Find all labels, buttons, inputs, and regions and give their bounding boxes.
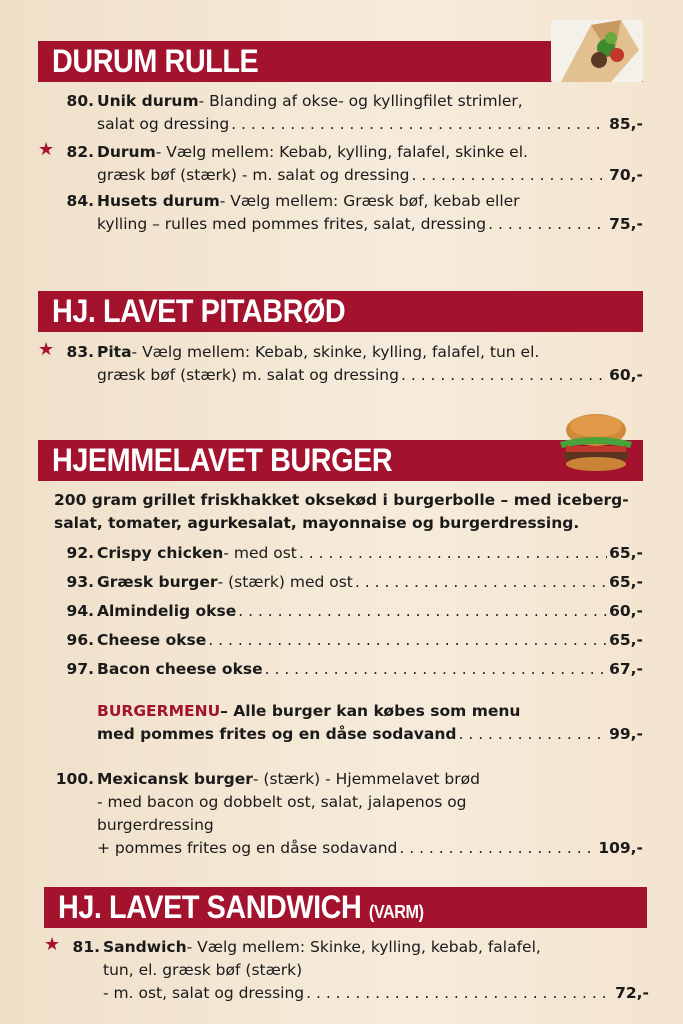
item-price: 72,- xyxy=(615,984,649,1002)
leader-dots xyxy=(355,571,607,594)
item-description: - med bacon og dobbelt ost, salat, jalapenos og xyxy=(97,793,467,811)
item-number: 97. xyxy=(66,660,94,678)
item-description: - (stærk) - Hjemmelavet brød xyxy=(252,770,480,788)
item-price: 70,- xyxy=(609,166,643,184)
item-price: 60,- xyxy=(609,366,643,384)
star-icon: ★ xyxy=(44,934,61,955)
star-icon: ★ xyxy=(38,339,55,360)
item-price: 85,- xyxy=(609,115,643,133)
section-title: HJ. LAVET SANDWICH xyxy=(58,889,362,925)
burger-photo xyxy=(554,408,638,474)
item-price: 65,- xyxy=(609,631,643,649)
leader-dots xyxy=(458,723,607,746)
item-number: 93. xyxy=(66,573,94,591)
section-title: HJ. LAVET PITABRØD xyxy=(52,293,346,329)
leader-dots xyxy=(488,213,607,236)
item-price: 65,- xyxy=(609,573,643,591)
offer-text: med pommes frites og en dåse sodavand xyxy=(97,725,457,743)
item-name: Cheese okse xyxy=(97,631,207,649)
item-description: - m. ost, salat og dressing xyxy=(103,984,305,1002)
section-header-burger xyxy=(38,440,643,481)
item-price: 60,- xyxy=(609,602,643,620)
item-number: 96. xyxy=(66,631,94,649)
item-number: 81. xyxy=(72,938,100,956)
description-line: 200 gram grillet friskhakket oksekød i burgerbolle – med iceberg- xyxy=(54,491,629,509)
item-name: Almindelig okse xyxy=(97,602,237,620)
item-number: 80. xyxy=(66,92,94,110)
leader-dots xyxy=(412,164,608,187)
item-name: Unik durum xyxy=(97,92,199,110)
item-price: 75,- xyxy=(609,215,643,233)
offer-text: – Alle burger kan købes som menu xyxy=(220,702,521,720)
item-description: - Blanding af okse- og kyllingfilet strimler, xyxy=(198,92,523,110)
item-name: Durum xyxy=(97,143,156,161)
section-title-note: (VARM) xyxy=(368,902,424,922)
item-description: - Vælg mellem: Kebab, kylling, falafel, skinke el. xyxy=(155,143,528,161)
burgermenu-label: BURGERMENU xyxy=(97,702,221,720)
leader-dots xyxy=(401,364,607,387)
section-title: DURUM RULLE xyxy=(52,43,259,79)
item-description: burgerdressing xyxy=(97,816,214,834)
durum-photo xyxy=(551,20,643,82)
star-icon: ★ xyxy=(38,139,55,160)
item-name: Mexicansk burger xyxy=(97,770,253,788)
section-header-pita xyxy=(38,291,643,332)
leader-dots xyxy=(208,629,607,652)
burger-description xyxy=(54,489,654,535)
item-description: græsk bøf (stærk) - m. salat og dressing xyxy=(97,166,410,184)
item-description: kylling – rulles med pommes frites, salat, dressing xyxy=(97,215,487,233)
leader-dots xyxy=(399,837,596,860)
item-number: 82. xyxy=(66,143,94,161)
item-number: 83. xyxy=(66,343,94,361)
section-title: HJEMMELAVET BURGER xyxy=(52,442,393,478)
description-line: salat, tomater, agurkesalat, mayonnaise og burgerdressing. xyxy=(54,514,580,532)
item-price: 65,- xyxy=(609,544,643,562)
burgermenu-offer xyxy=(97,700,643,746)
leader-dots xyxy=(265,658,607,681)
item-description: - Vælg mellem: Græsk bøf, kebab eller xyxy=(219,192,520,210)
leader-dots xyxy=(306,982,613,1005)
item-description: græsk bøf (stærk) m. salat og dressing xyxy=(97,366,399,384)
item-price: 67,- xyxy=(609,660,643,678)
item-price: 99,- xyxy=(609,725,643,743)
item-number: 84. xyxy=(66,192,94,210)
item-description: salat og dressing xyxy=(97,115,230,133)
item-name: Pita xyxy=(97,343,132,361)
leader-dots xyxy=(238,600,607,623)
item-number: 92. xyxy=(66,544,94,562)
item-number: 100. xyxy=(55,770,94,788)
leader-dots xyxy=(299,542,607,565)
item-description: tun, el. græsk bøf (stærk) xyxy=(103,961,303,979)
item-description: - Vælg mellem: Skinke, kylling, kebab, falafel, xyxy=(186,938,541,956)
item-name: Bacon cheese okse xyxy=(97,660,263,678)
item-name: Husets durum xyxy=(97,192,220,210)
item-description: - med ost xyxy=(223,544,297,562)
item-name: Crispy chicken xyxy=(97,544,224,562)
item-name: Græsk burger xyxy=(97,573,218,591)
item-description: - Vælg mellem: Kebab, skinke, kylling, falafel, tun el. xyxy=(131,343,540,361)
leader-dots xyxy=(231,113,607,136)
item-description: - (stærk) med ost xyxy=(217,573,353,591)
item-description: + pommes frites og en dåse sodavand xyxy=(97,839,398,857)
item-price: 109,- xyxy=(598,839,643,857)
item-number: 94. xyxy=(66,602,94,620)
item-name: Sandwich xyxy=(103,938,187,956)
section-header-sandwich xyxy=(44,887,647,928)
